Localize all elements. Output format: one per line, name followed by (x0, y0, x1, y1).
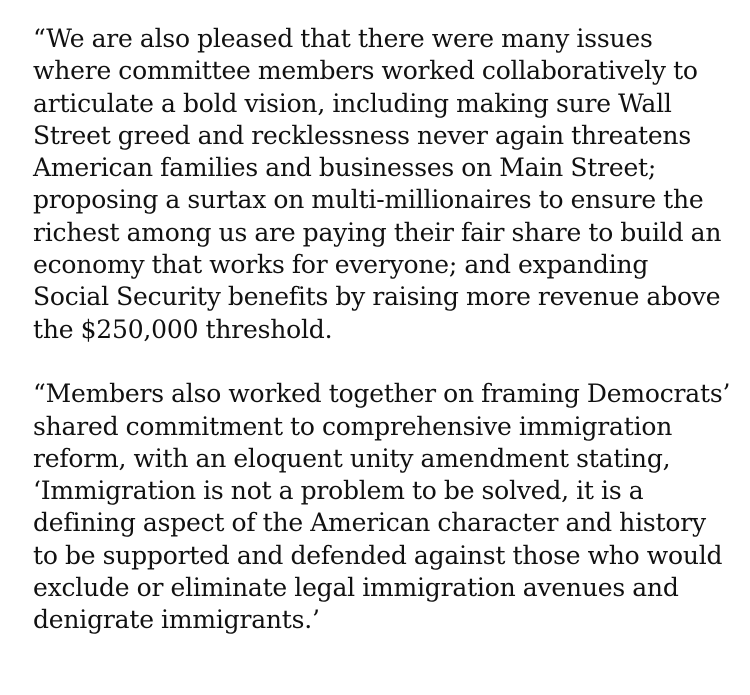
text-line: exclude or eliminate legal immigration avenues and (33, 573, 679, 603)
text-line: richest among us are paying their fair share to build an (33, 217, 722, 247)
text-line: Street greed and recklessness never again threatens (33, 120, 691, 150)
text-line: articulate a bold vision, including making sure Wall (33, 88, 672, 118)
paragraph-2 (33, 378, 733, 636)
text-line: ‘Immigration is not a problem to be solved, it is a (33, 476, 644, 506)
text-line: the $250,000 threshold. (33, 314, 333, 344)
text-line: “We are also pleased that there were many issues (33, 24, 653, 53)
text-line: proposing a surtax on multi-millionaires to ensure the (33, 185, 704, 215)
text-line: reform, with an eloquent unity amendment stating, (33, 443, 671, 473)
text-line: Social Security benefits by raising more revenue above (33, 282, 721, 312)
text-line: where committee members worked collaboratively to (33, 56, 698, 86)
text-line: denigrate immigrants.’ (33, 605, 320, 635)
text-line: shared commitment to comprehensive immigration (33, 411, 673, 441)
text-line: American families and businesses on Main Street; (33, 153, 657, 183)
text-line: economy that works for everyone; and expanding (33, 250, 649, 280)
text-line: “Members also worked together on framing Democrats’ (33, 379, 731, 409)
document-body (33, 23, 733, 637)
text-line: defining aspect of the American character and history (33, 508, 706, 538)
text-line: to be supported and defended against those who would (33, 540, 723, 570)
paragraph-spacer (33, 346, 733, 378)
paragraph-1 (33, 23, 733, 346)
